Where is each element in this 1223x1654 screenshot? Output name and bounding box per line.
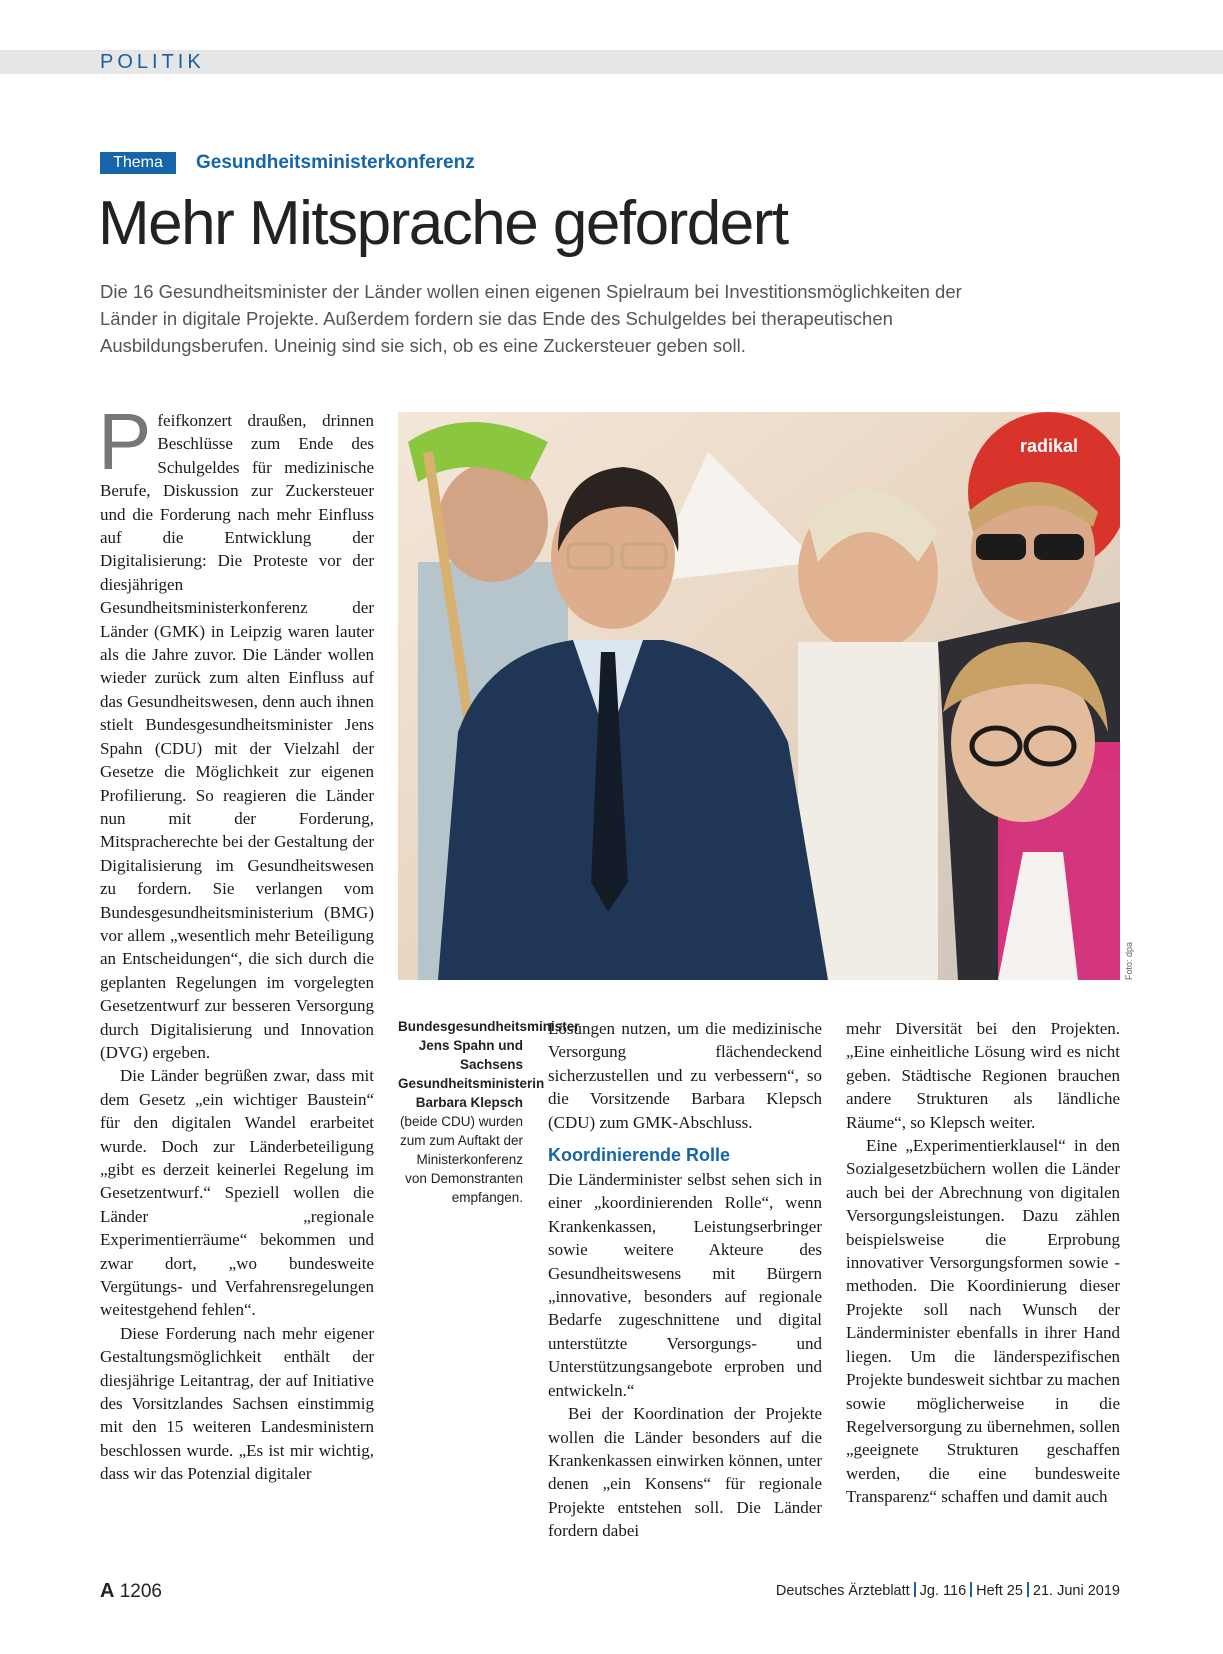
kicker: Gesundheitsministerkonferenz: [196, 152, 475, 173]
paragraph-1-text: feifkonzert draußen, drinnen Beschlüsse zum Ende des Schulgeldes für medizinische Berufe, Diskussion zur Zuckersteuer und die Forderung nach mehr Einfluss auf die Entwicklung der Digitalisierung: Die Proteste vor der diesjährigen Gesundheitsministerkonferenz der Länder (GMK) in Leipzig waren lauter als die Jahre zuvor. Die Länder wollen wieder zurück zum alten Einfluss auf das Gesundheitswesen, denn auch ihnen stielt Bundesgesundheitsminister Jens Spahn (CDU) mit der Vielzahl der Gesetze die Möglichkeit zur eigenen Profilierung. So reagieren die Länder nun mit der Forderung, Mitspracherechte bei der Gestaltung der Digitalisierung im Gesundheitswesen zu fordern. Sie verlangen vom Bundesgesundheitsministerium (BMG) vor allem „wesentlich mehr Beteiligung an Entscheidungen“, die sich durch die geplanten Regelungen im vorgelegten Gesetzentwurf zur besseren Versorgung durch Digitalisierung und Innovation (DVG) ergeben.: [100, 411, 374, 1062]
footer-separator: [914, 1582, 916, 1597]
text-column-3: [846, 1017, 1120, 1509]
journal-volume: Jg. 116: [919, 1583, 967, 1599]
paragraph-7: mehr Diversität bei den Projekten. „Eine einheitliche Lösung wird es nicht geben. Städtische Regionen brauchen andere Strukturen als ländliche Räume“, so Klepsch weiter.: [846, 1019, 1120, 1132]
journal-name: Deutsches Ärzteblatt: [775, 1583, 910, 1599]
paragraph-5: Die Länderminister selbst sehen sich in einer „koordinierenden Rolle“, wenn Krankenkassen, Leistungserbringer sowie weitere Akteure des Gesundheitswesens mit Bürgern „innovative, besonders auf regionale Bedarfe zugeschnittene und digital unterstützte Versorgungs- und Unterstützungsangebote erproben und entwickeln.“: [548, 1170, 822, 1400]
paragraph-3: Diese Forderung nach mehr eigener Gestaltungsmöglichkeit enthält der diesjährige Leitantrag, der auf Initiative des Vorsitzlandes Sachsen einstimmig mit den 15 weiteren Landesministern beschlossen wurde. „Es ist mir wichtig, dass wir das Potenzial digitaler: [100, 1323, 374, 1484]
footer-separator: [970, 1582, 972, 1597]
photo-credit: Foto: dpa: [1124, 941, 1134, 980]
page-prefix: A: [100, 1580, 115, 1602]
photo-sign-text: radikal: [1020, 436, 1079, 456]
journal-issue: Heft 25: [976, 1583, 1023, 1599]
dropcap: P: [98, 397, 152, 486]
article-photo: [398, 412, 1120, 980]
page-number-value: 1206: [119, 1581, 163, 1602]
text-column-2: [548, 1017, 822, 1543]
journal-date: 21. Juni 2019: [1032, 1583, 1120, 1599]
paragraph-1: [98, 397, 374, 1064]
journal-footer: [776, 1582, 1120, 1599]
subheading: Koordinierende Rolle: [548, 1145, 731, 1166]
photo-illustration: [398, 412, 1120, 980]
paragraph-2: Die Länder begrüßen zwar, dass mit dem Gesetz „ein wichtiger Baustein“ für den digitalen Wandel erarbeitet wurde. Doch zur Länderbeteiligung „gibt es derzeit keinerlei Regelung im Gesetzentwurf.“ Speziell wollen die Länder „regionale Experimentierräume“ bekommen und zwar dort, „wo bundesweite Vergütungs- und Verfahrensregelungen weitestgehend fehlen“.: [100, 1066, 374, 1320]
lead-paragraph: Die 16 Gesundheitsminister der Länder wollen einen eigenen Spielraum bei Investitionsmöglichkeiten der Länder in digitale Projekte. Außerdem fordern sie das Ende des Schulgeldes bei therapeutischen Ausbildungsberufen. Uneinig sind sie sich, ob es eine Zuckersteuer geben soll.: [100, 281, 962, 356]
paragraph-8: Eine „Experimentierklausel“ in den Sozialgesetzbüchern wollen die Länder auch bei der Abrechnung von digitalen Versorgungsleistungen. Dazu zählen beispielsweise die Erprobung innovativer Versorgungsformen sowie -methoden. Die Koordinierung dieser Projekte soll nach Wunsch der Länderminister ebenfalls in ihrer Hand liegen. Um die länderspezifischen Projekte bundesweit sichtbar zu machen sowie möglicherweise in die Regelversorgung zu übernehmen, sollen „geeignete Strukturen geschaffen werden, die eine bundesweite Transparenz“ schaffen und damit auch: [846, 1136, 1120, 1507]
section-label: POLITIK: [100, 51, 205, 73]
headline: Mehr Mitsprache gefordert: [98, 189, 788, 258]
caption-bold: Bundesgesundheitsminister Jens Spahn und Sachsens Gesundheitsministerin Barbara Klepsch: [398, 1019, 580, 1110]
text-column-1: [98, 397, 374, 1486]
photo-caption: [398, 1017, 580, 1207]
thema-badge: Thema: [100, 152, 176, 174]
caption-text: (beide CDU) wurden zum zum Auftakt der Ministerkonferenz von Demonstranten empfangen.: [399, 1114, 523, 1205]
paragraph-4: Lösungen nutzen, um die medizinische Versorgung flächendeckend sicherzustellen und zu verbessern“, so die Vorsitzende Barbara Klepsch (CDU) zum GMK-Abschluss.: [548, 1019, 822, 1132]
paragraph-6: Bei der Koordination der Projekte wollen die Länder besonders auf die Krankenkassen einwirken können, unter denen „ein Konsens“ für regionale Projekte entstehen soll. Die Länder fordern dabei: [548, 1404, 822, 1541]
footer-separator: [1027, 1582, 1029, 1597]
page-number: [100, 1580, 162, 1603]
